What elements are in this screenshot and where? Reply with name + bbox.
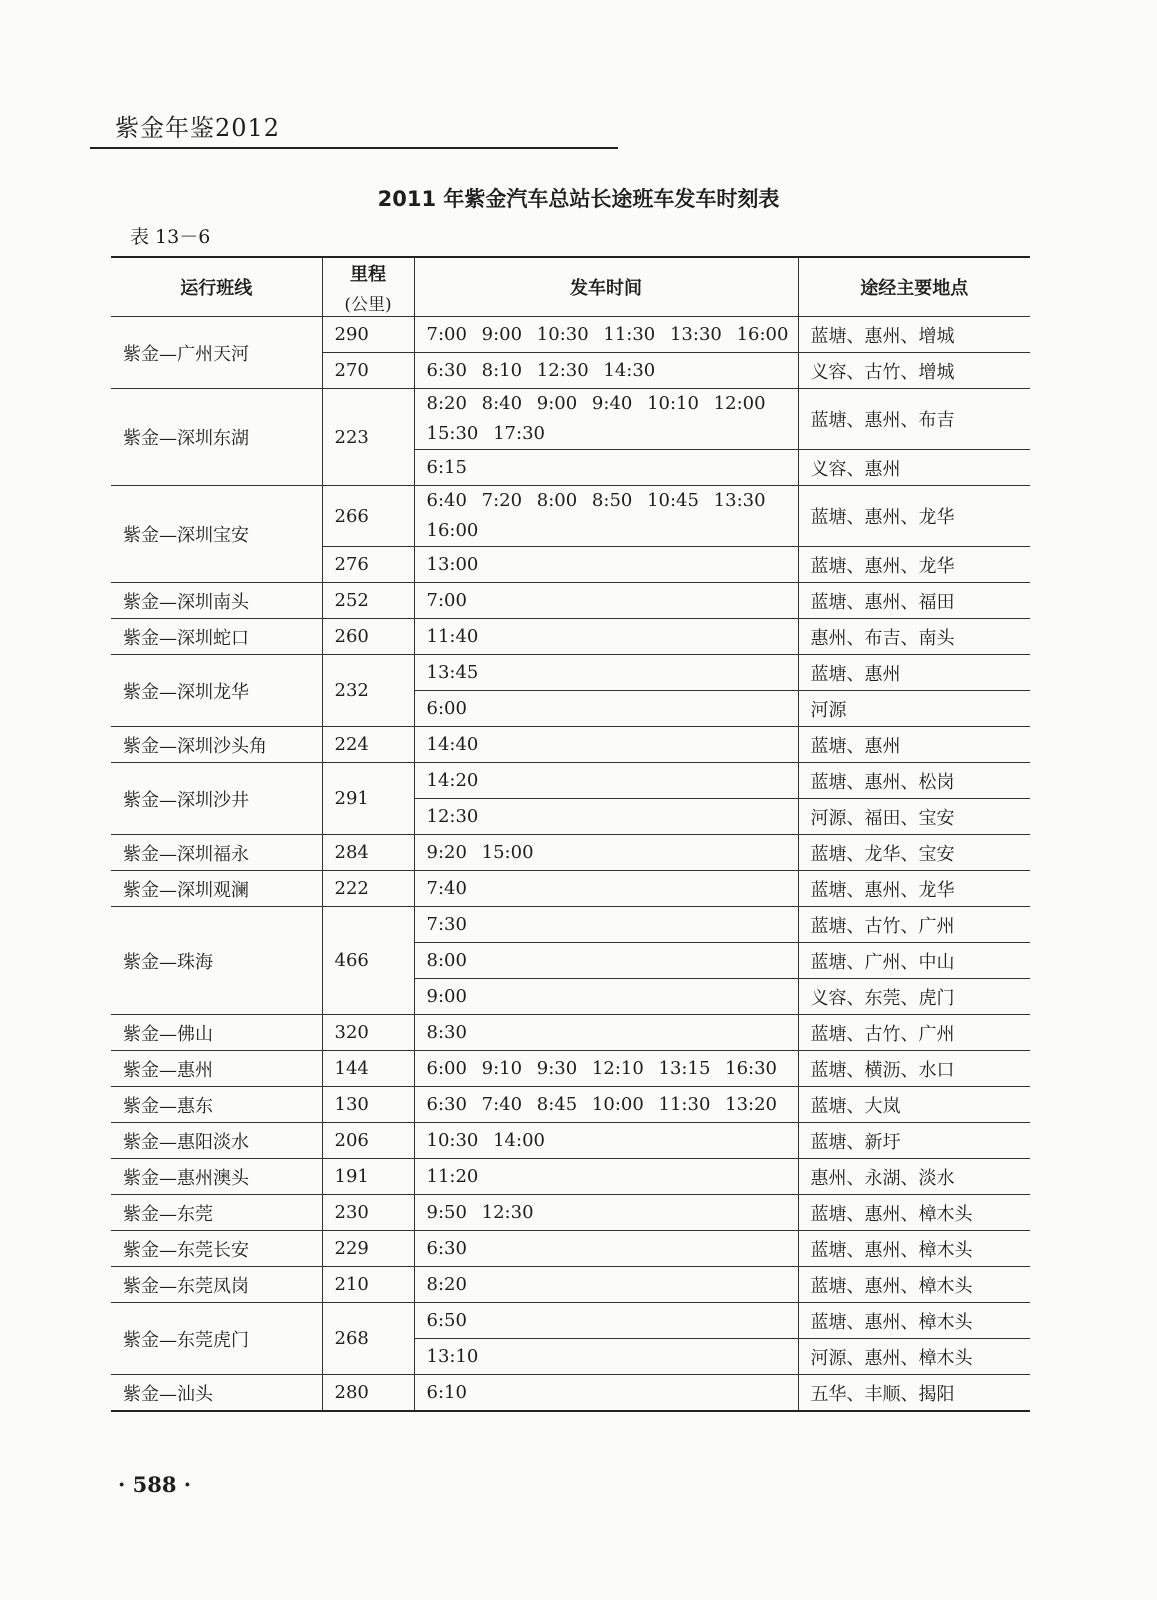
table-row: [111, 1375, 1030, 1412]
document-title: 2011 年紫金汽车总站长途班车发车时刻表: [377, 187, 780, 211]
departure-times-cell: 6:40 7:20 8:00 8:50 10:45 13:30 16:00: [414, 486, 798, 547]
stops-cell: 蓝塘、惠州、龙华: [798, 486, 1030, 547]
distance-cell: 252: [322, 583, 414, 619]
departure-times-cell: 6:15: [414, 450, 798, 486]
distance-unit-label: (公里): [344, 294, 392, 315]
distance-cell: 266: [322, 486, 414, 547]
distance-cell: 210: [322, 1267, 414, 1303]
departure-times-cell: 10:30 14:00: [414, 1123, 798, 1159]
stops-cell: 义容、古竹、增城: [798, 353, 1030, 389]
departure-times-cell: 14:40: [414, 727, 798, 763]
route-cell: 紫金—珠海: [111, 907, 322, 1015]
route-cell: 紫金—东莞虎门: [111, 1303, 322, 1375]
distance-cell: 290: [322, 317, 414, 353]
departure-times-cell: 6:30: [414, 1231, 798, 1267]
page-number: · 588 ·: [118, 1472, 192, 1497]
stops-cell: 蓝塘、龙华、宝安: [798, 835, 1030, 871]
route-cell: 紫金—惠州: [111, 1051, 322, 1087]
table-header-row: [111, 257, 1030, 317]
stops-cell: 河源、福田、宝安: [798, 799, 1030, 835]
distance-cell: 223: [322, 389, 414, 486]
stops-cell: 蓝塘、惠州、布吉: [798, 389, 1030, 450]
route-cell: 紫金—深圳福永: [111, 835, 322, 871]
route-cell: 紫金—东莞长安: [111, 1231, 322, 1267]
table-row: [111, 1123, 1030, 1159]
distance-cell: 206: [322, 1123, 414, 1159]
stops-cell: 河源、惠州、樟木头: [798, 1339, 1030, 1375]
distance-cell: 230: [322, 1195, 414, 1231]
table-row: [111, 655, 1030, 691]
stops-cell: 蓝塘、古竹、广州: [798, 907, 1030, 943]
stops-cell: 五华、丰顺、揭阳: [798, 1375, 1030, 1412]
table-row: [111, 1195, 1030, 1231]
table-row: [111, 389, 1030, 450]
table-row: [111, 1087, 1030, 1123]
route-cell: 紫金—惠东: [111, 1087, 322, 1123]
departure-times-cell: 13:00: [414, 547, 798, 583]
departure-times-cell: 9:00: [414, 979, 798, 1015]
departure-times-cell: 12:30: [414, 799, 798, 835]
table-row: [111, 583, 1030, 619]
stops-cell: 蓝塘、横沥、水口: [798, 1051, 1030, 1087]
table-row: [111, 486, 1030, 547]
table-label: 表 13－6: [130, 226, 211, 248]
departure-times-cell: 8:20: [414, 1267, 798, 1303]
column-header-stops: 途经主要地点: [798, 257, 1030, 317]
route-cell: 紫金—深圳蛇口: [111, 619, 322, 655]
departure-times-cell: 6:10: [414, 1375, 798, 1412]
distance-cell: 466: [322, 907, 414, 1015]
table-row: [111, 1231, 1030, 1267]
stops-cell: 蓝塘、广州、中山: [798, 943, 1030, 979]
table-row: [111, 871, 1030, 907]
departure-times-cell: 7:00: [414, 583, 798, 619]
departure-times-cell: 6:00: [414, 691, 798, 727]
route-cell: 紫金—佛山: [111, 1015, 322, 1051]
departure-times-cell: 7:30: [414, 907, 798, 943]
table-row: [111, 835, 1030, 871]
departure-times-cell: 14:20: [414, 763, 798, 799]
table-row: [111, 1015, 1030, 1051]
route-cell: 紫金—惠阳淡水: [111, 1123, 322, 1159]
table-row: [111, 1267, 1030, 1303]
table-row: [111, 727, 1030, 763]
route-cell: 紫金—东莞凤岗: [111, 1267, 322, 1303]
route-cell: 紫金—惠州澳头: [111, 1159, 322, 1195]
departure-times-cell: 6:00 9:10 9:30 12:10 13:15 16:30: [414, 1051, 798, 1087]
stops-cell: 蓝塘、惠州、龙华: [798, 547, 1030, 583]
column-header-distance: [322, 257, 414, 317]
stops-cell: 蓝塘、惠州、樟木头: [798, 1303, 1030, 1339]
stops-cell: 蓝塘、惠州、增城: [798, 317, 1030, 353]
departure-times-cell: 8:20 8:40 9:00 9:40 10:10 12:00 15:30 17:30: [414, 389, 798, 450]
stops-cell: 蓝塘、大岚: [798, 1087, 1030, 1123]
stops-cell: 义容、东莞、虎门: [798, 979, 1030, 1015]
stops-cell: 蓝塘、惠州、松岗: [798, 763, 1030, 799]
column-header-times: 发车时间: [414, 257, 798, 317]
stops-cell: 蓝塘、惠州、福田: [798, 583, 1030, 619]
distance-cell: 320: [322, 1015, 414, 1051]
running-header-title: 紫金年鉴2012: [115, 114, 281, 142]
stops-cell: 蓝塘、惠州、樟木头: [798, 1267, 1030, 1303]
header-rule: [90, 147, 618, 149]
stops-cell: 惠州、布吉、南头: [798, 619, 1030, 655]
route-cell: 紫金—深圳龙华: [111, 655, 322, 727]
table-row: [111, 1051, 1030, 1087]
departure-times-cell: 8:00: [414, 943, 798, 979]
stops-cell: 蓝塘、惠州、樟木头: [798, 1195, 1030, 1231]
stops-cell: 蓝塘、新圩: [798, 1123, 1030, 1159]
distance-cell: 232: [322, 655, 414, 727]
departure-times-cell: 6:30 8:10 12:30 14:30: [414, 353, 798, 389]
departure-times-cell: 9:20 15:00: [414, 835, 798, 871]
route-cell: 紫金—深圳东湖: [111, 389, 322, 486]
stops-cell: 蓝塘、惠州: [798, 727, 1030, 763]
table-row: [111, 763, 1030, 799]
departure-times-cell: 7:00 9:00 10:30 11:30 13:30 16:00: [414, 317, 798, 353]
distance-cell: 229: [322, 1231, 414, 1267]
departure-times-cell: 9:50 12:30: [414, 1195, 798, 1231]
distance-cell: 260: [322, 619, 414, 655]
table-row: [111, 619, 1030, 655]
route-cell: 紫金—东莞: [111, 1195, 322, 1231]
stops-cell: 义容、惠州: [798, 450, 1030, 486]
stops-cell: 蓝塘、惠州、樟木头: [798, 1231, 1030, 1267]
departure-times-cell: 13:10: [414, 1339, 798, 1375]
departure-times-cell: 6:30 7:40 8:45 10:00 11:30 13:20: [414, 1087, 798, 1123]
table-row: [111, 1159, 1030, 1195]
route-cell: 紫金—深圳沙头角: [111, 727, 322, 763]
distance-cell: 144: [322, 1051, 414, 1087]
distance-cell: 268: [322, 1303, 414, 1375]
departure-times-cell: 6:50: [414, 1303, 798, 1339]
distance-cell: 270: [322, 353, 414, 389]
route-cell: 紫金—汕头: [111, 1375, 322, 1412]
departure-times-cell: 7:40: [414, 871, 798, 907]
distance-cell: 224: [322, 727, 414, 763]
distance-cell: 276: [322, 547, 414, 583]
table-row: [111, 1303, 1030, 1339]
stops-cell: 蓝塘、惠州: [798, 655, 1030, 691]
distance-cell: 222: [322, 871, 414, 907]
stops-cell: 河源: [798, 691, 1030, 727]
bus-timetable: [111, 256, 1030, 1412]
stops-cell: 蓝塘、古竹、广州: [798, 1015, 1030, 1051]
stops-cell: 蓝塘、惠州、龙华: [798, 871, 1030, 907]
table-row: [111, 317, 1030, 353]
distance-cell: 130: [322, 1087, 414, 1123]
departure-times-cell: 13:45: [414, 655, 798, 691]
route-cell: 紫金—深圳观澜: [111, 871, 322, 907]
distance-cell: 191: [322, 1159, 414, 1195]
distance-cell: 284: [322, 835, 414, 871]
route-cell: 紫金—深圳沙井: [111, 763, 322, 835]
departure-times-cell: 11:20: [414, 1159, 798, 1195]
distance-cell: 291: [322, 763, 414, 835]
distance-cell: 280: [322, 1375, 414, 1412]
departure-times-cell: 8:30: [414, 1015, 798, 1051]
route-cell: 紫金—深圳宝安: [111, 486, 322, 583]
route-cell: 紫金—深圳南头: [111, 583, 322, 619]
route-cell: 紫金—广州天河: [111, 317, 322, 389]
departure-times-cell: 11:40: [414, 619, 798, 655]
table-row: [111, 907, 1030, 943]
stops-cell: 惠州、永湖、淡水: [798, 1159, 1030, 1195]
column-header-route: 运行班线: [111, 257, 322, 317]
distance-header-label: 里程: [350, 263, 386, 285]
